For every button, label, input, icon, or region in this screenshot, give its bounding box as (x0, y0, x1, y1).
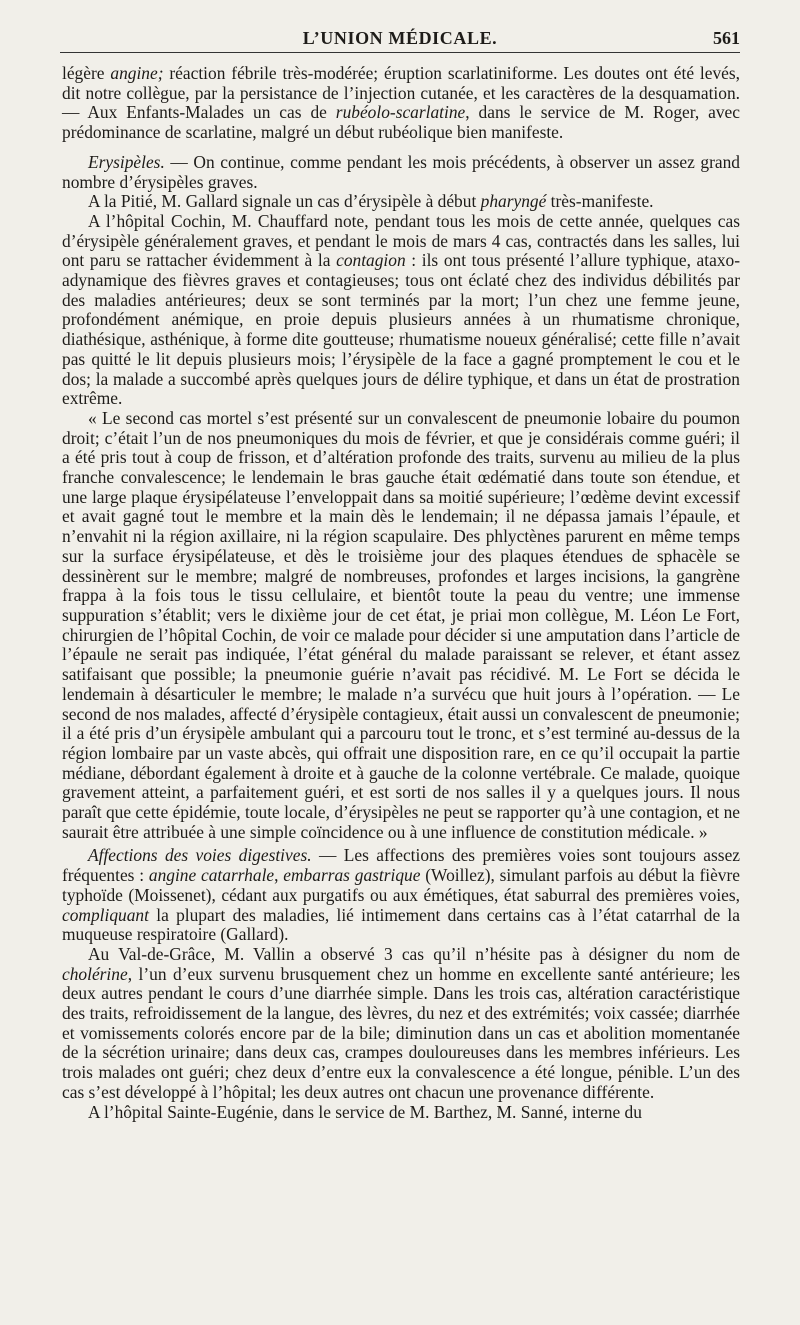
text-run: (Woillez), simulant parfois au début la fièvre typhoïde (Moissenet), cédant aux purgatifs ou aux émétiques, état saburral des premières voies, (62, 865, 740, 905)
paragraph-p4 (62, 212, 740, 409)
text-run: , dans le service de M. Roger, avec prédominance de scarlatine, malgré un début rubéolique bien manifeste. (62, 102, 740, 143)
paragraph-p8 (62, 1103, 740, 1123)
text-run: A l’hôpital Sainte-Eugénie, dans le service de M. Barthez, M. Sanné, interne du (88, 1101, 642, 1122)
text-run: réaction fébrile très-modérée; éruption scarlatiniforme. Les doutes ont été levés, dit notre collègue, par la persistance de l’injection cutanée, et les caractères de la desquamation.— Aux Enfants-Malades un cas de (62, 63, 741, 123)
italic-run: angine; (110, 63, 164, 83)
paragraph-p6 (62, 846, 740, 945)
text-run: — On continue, comme pendant les mois précédents, à observer un assez grand nombre d’érysipèles graves. (62, 151, 740, 192)
running-header (60, 26, 740, 53)
text-run: : ils ont tous présenté l’allure typhique, ataxo-adynamique des fièvres graves et contagieuses; tous ont éclaté chez des individus débilités par des maladies antérieures; deux se sont terminés par la mort; l’un chez une femme jeune, profondément anémique, en proie depuis plusieurs années à un rhumatisme chronique, diathésique, asthénique, à forme dite goutteuse; rhumatisme noueux généralisé; cette fille n’avait pas quitté le lit depuis plusieurs mois; l’érysipèle de la face a gagné promptement le cou et le dos; la malade a succombé après quelques jours de délire typhique, et dans un état de prostration extrême. (62, 250, 741, 409)
italic-run: pharyngé (480, 191, 547, 212)
text-run: « Le second cas mortel s’est présenté sur un convalescent de pneumonie lobaire du poumon droit; c’était l’un de nos pneumoniques du mois de février, et que je considérais comme guéri; il a été pris tout à coup de frisson, et d’altération profonde des traits, survenu au milieu de la plus franche convalescence; le lendemain le bras gauche était œdématié dans toute son étendue, et une large plaque érysipélateuse l’enveloppait dans sa moitié supérieure; l’œdème devint excessif et avait gagné tout le membre et la main dès le lendemain; il ne dépassa jamais l’épaule, et n’envahit ni la région axillaire, ni la région scapulaire. Des phlyctènes parurent en même temps sur la surface érysipélateuse, et dès le troisième jour des plaques étendues de sphacèle se dessinèrent sur le membre; malgré de nombreuses, profondes et larges incisions, la gangrène frappa à la fois tous le tissu cellulaire, et bientôt toute la peau du ventre; une immense suppuration s’établit; vers le dixième jour de cet état, je priai mon collègue, M. Léon Le Fort, chirurgien de l’hôpital Cochin, de voir ce malade pour décider si une amputation dans l’article de l’épaule ne serait pas indiquée, l’état général du malade paraissant se relever, et étant assez satifaisant que possible; la pneumonie guérie n’avait pas récidivé. M. Le Fort se décida le lendemain à désarticuler le membre; le malade n’a survécu que huit jours à l’opération. — Le second de nos malades, affecté d’érysipèle contagieux, était aussi un convalescent de pneumonie; il a été pris d’un érysipèle ambulant qui a parcouru tout le tronc, et s’est terminé au-dessus de la région lombaire par un vaste abcès, qui offrait une disposition rare, en ce qu’il occupait la partie médiane, débordant également à droite et à gauche de la colonne vertébrale. Ce malade, quoique gravement atteint, a parfaitement guéri, et est sorti de nos salles il y a quelques jours. Il nous paraît que cette épidémie, toute locale, d’érysipèles ne peut se rapporter qu’à une contagion, et ne saurait être attribuée à une simple coïncidence ou à une influence de constitution médicale. » (62, 407, 740, 842)
paragraph-p1 (62, 64, 740, 143)
running-title: L’UNION MÉDICALE. (302, 28, 498, 48)
italic-run: rubéolo-scarlatine (335, 102, 466, 123)
article-body (62, 64, 740, 1122)
text-run: Au Val-de-Grâce, M. Vallin a observé 3 cas qu’il n’hésite pas à désigner du nom de (88, 943, 740, 964)
paragraph-p2 (62, 153, 740, 192)
text-run: , l’un d’eux survenu brusquement chez un homme en excellente santé antérieure; les deux autres pendant le cours d’une diarrhée simple. Dans les trois cas, altération caractéristique des traits, refroidissement de la langue, des lèvres, du nez et des extrémités; voix cassée; diarrhée et vomissements colorés encore par de la bile; diminution dans un cas et abolition momentanée de la sécrétion urinaire; dans deux cas, crampes douloureuses dans les membres inférieurs. Les trois malades ont guéri; chez deux d’entre eux la convalescence a été longue, pénible. L’un des cas s’est développé à l’hôpital; les deux autres ont chacun une provenance différente. (62, 963, 740, 1102)
italic-run: Affections des voies digestives. (88, 845, 312, 866)
paragraph-p5 (62, 409, 740, 842)
text-run: légère (62, 63, 111, 83)
page-number: 561 (713, 28, 740, 48)
italic-run: embarras gastrique (283, 865, 421, 886)
text-run: A l’hôpital Cochin, M. Chauffard note, pendant tous les mois de cette année, quelques cas d’érysipèle généralement graves, et pendant le mois de mars 4 cas, contractés dans les salles, lui ont paru se rattacher évidemment à la (62, 210, 740, 271)
italic-run: Erysipèles. (88, 151, 165, 172)
text-run: — Les affections des premières voies sont toujours assez fréquentes : (62, 845, 741, 886)
italic-run: cholérine (62, 963, 128, 984)
text-run: très-manifeste. (546, 191, 654, 212)
paragraph-p7 (62, 945, 740, 1103)
text-run: , (274, 865, 284, 886)
italic-run: contagion (336, 250, 406, 271)
italic-run: angine catarrhale (148, 865, 275, 886)
italic-run: compliquant (62, 904, 149, 925)
text-run: A la Pitié, M. Gallard signale un cas d’érysipèle à début (88, 191, 481, 212)
paragraph-p3 (62, 192, 740, 212)
text-run: la plupart des maladies, lié intimement dans certains cas à l’état catarrhal de la muqueuse respiratoire (Gallard). (62, 904, 740, 945)
